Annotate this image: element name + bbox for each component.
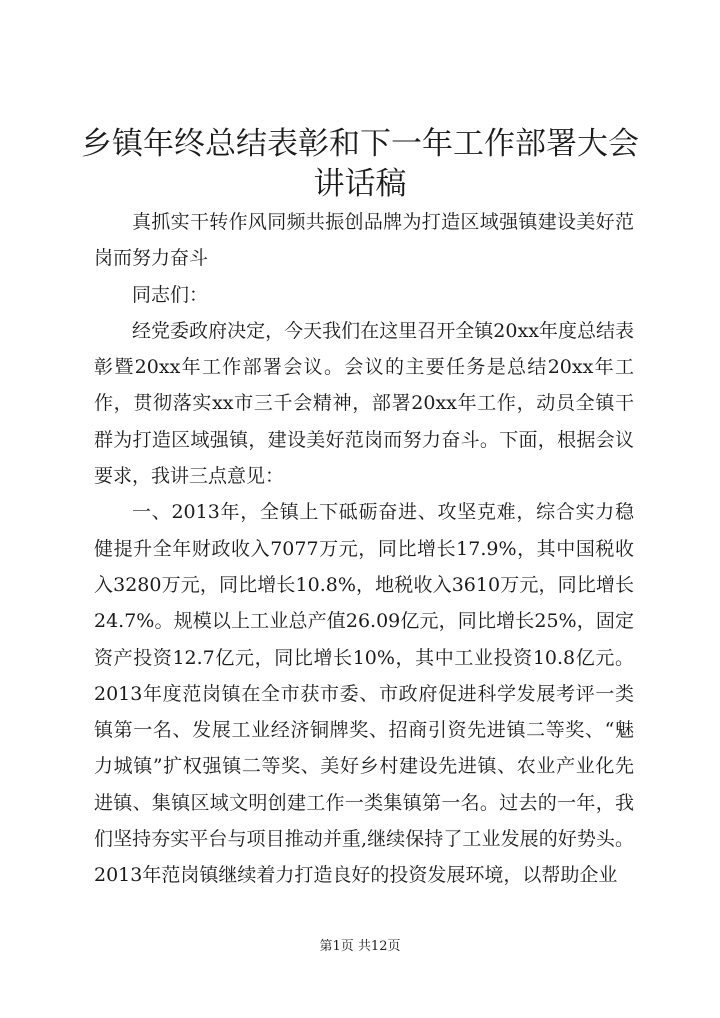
- salutation-paragraph: 同志们：: [132, 283, 209, 306]
- document-title: 乡镇年终总结表彰和下一年工作部署大会讲话稿: [81, 126, 639, 202]
- page-number-footer: 第1页 共12页: [319, 939, 401, 954]
- subtitle-paragraph: 真抓实干转作风同频共振创品牌为打造区域强镇建设美好范岗而努力奋斗: [94, 211, 634, 270]
- intro-paragraph: 经党委政府决定，今天我们在这里召开全镇20xx年度总结表彰暨20xx年工作部署会议。会议的主要任务是总结20xx年工作，贯彻落实xx市三千会精神，部署20xx年工作，动员全镇干群为打造区域强镇，建设美好范岗而努力奋斗。下面，根据会议要求，我讲三点意见：: [94, 319, 634, 488]
- section-one-paragraph: 一、2013年，全镇上下砥砺奋进、攻坚克难，综合实力稳健提升全年财政收入7077万元，同比增长17.9%，其中国税收入3280万元，同比增长10.8%，地税收入3610万元，同比增长24.7%。规模以上工业总产值26.09亿元，同比增长25%，固定资产投资12.7亿元，同比增长10%，其中工业投资10.8亿元。2013年度范岗镇在全市获市委、市政府促进科学发展考评一类镇第一名、发展工业经济铜牌奖、招商引资先进镇二等奖、“魅力城镇”扩权强镇二等奖、美好乡村建设先进镇、农业产业化先进镇、集镇区域文明创建工作一类集镇第一名。过去的一年，我们坚持夯实平台与项目推动并重,继续保持了工业发展的好势头。2013年范岗镇继续着力打造良好的投资发展环境，以帮助企业: [94, 501, 634, 887]
- document-body: [94, 204, 634, 894]
